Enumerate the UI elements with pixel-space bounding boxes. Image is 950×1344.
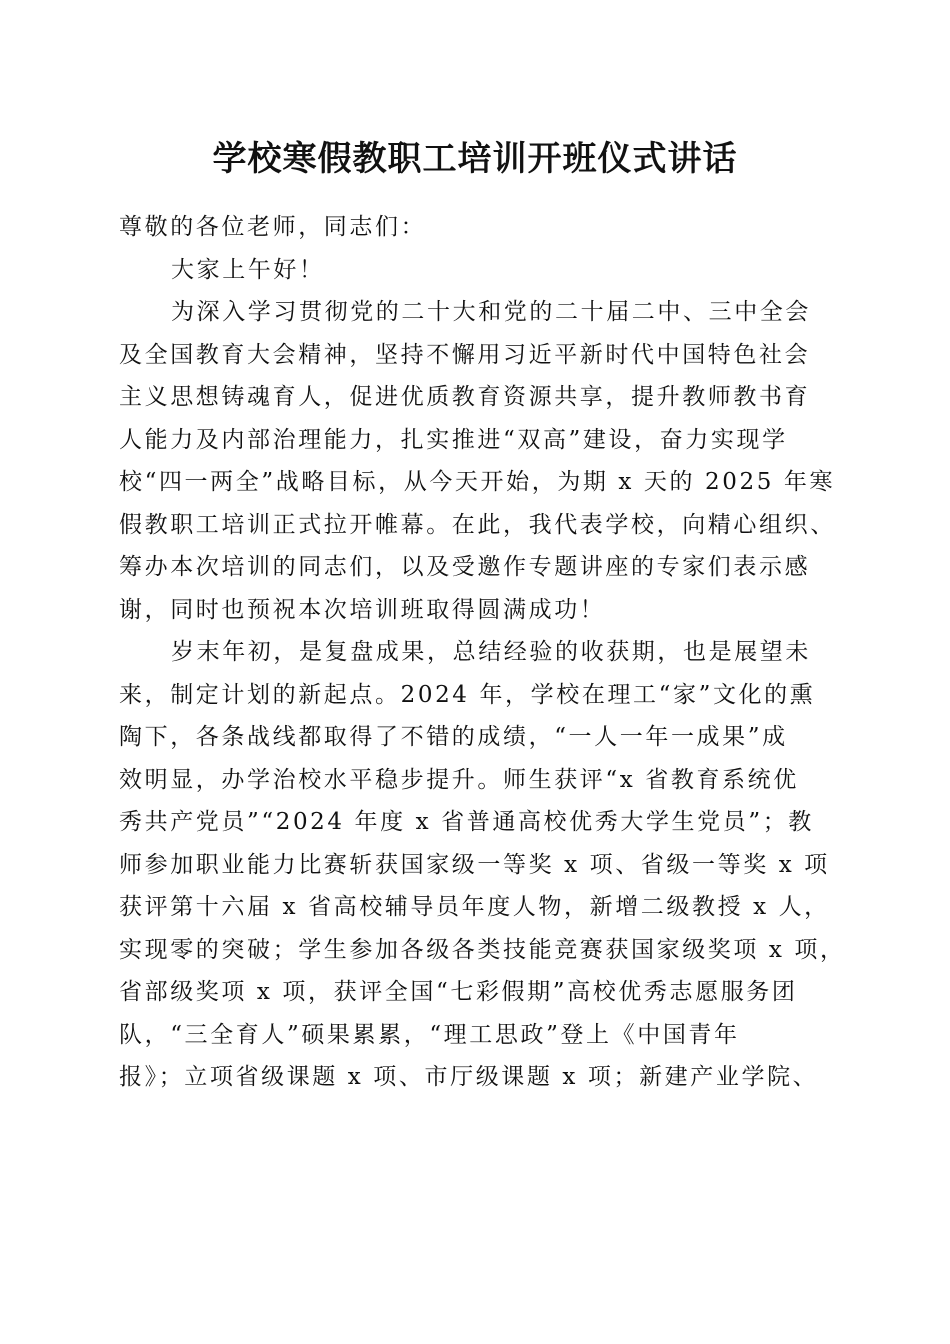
text-line: 报》；立项省级课题 x 项、市厅级课题 x 项；新建产业学院、 bbox=[119, 1064, 819, 1090]
text-line: 师参加职业能力比赛斩获国家级一等奖 x 项、省级一等奖 x 项 bbox=[119, 851, 830, 878]
paragraph-1 bbox=[119, 291, 836, 631]
text-line: 假教职工培训正式拉开帷幕。在此，我代表学校，向精心组织、 bbox=[119, 511, 836, 538]
greeting-line: 尊敬的各位老师，同志们： bbox=[119, 214, 427, 240]
text-line: 及全国教育大会精神，坚持不懈用习近平新时代中国特色社会 bbox=[119, 341, 811, 368]
text-line: 人能力及内部治理能力，扎实推进“双高”建设，奋力实现学 bbox=[119, 426, 788, 453]
salutation-line: 大家上午好！ bbox=[171, 256, 325, 283]
document-body bbox=[119, 206, 846, 1099]
text-line: 陶下，各条战线都取得了不错的成绩，“一人一年一成果”成 bbox=[119, 724, 788, 750]
text-line: 效明显，办学治校水平稳步提升。师生获评“x 省教育系统优 bbox=[119, 766, 799, 793]
text-line: 主义思想铸魂育人，促进优质教育资源共享，提升教师教书育 bbox=[119, 384, 811, 410]
paragraph-2 bbox=[119, 631, 846, 1099]
text-line: 为深入学习贯彻党的二十大和党的二十届二中、三中全会 bbox=[171, 299, 811, 325]
text-line: 谢，同时也预祝本次培训班取得圆满成功！ bbox=[119, 596, 606, 623]
text-line: 岁末年初，是复盘成果，总结经验的收获期，也是展望未 bbox=[171, 639, 811, 665]
text-line: 筹办本次培训的同志们，以及受邀作专题讲座的专家们表示感 bbox=[119, 554, 811, 580]
text-line: 秀共产党员”“2024 年度 x 省普通高校优秀大学生党员”；教 bbox=[119, 809, 814, 835]
text-line: 队，“三全育人”硕果累累，“理工思政”登上《中国青年 bbox=[119, 1021, 740, 1048]
text-line: 来，制定计划的新起点。2024 年，学校在理工“家”文化的熏 bbox=[119, 681, 816, 708]
text-line: 获评第十六届 x 省高校辅导员年度人物，新增二级教授 x 人， bbox=[119, 894, 830, 920]
text-line: 省部级奖项 x 项，获评全国“七彩假期”高校优秀志愿服务团 bbox=[119, 979, 798, 1005]
text-line: 实现零的突破；学生参加各级各类技能竞赛获国家级奖项 x 项， bbox=[119, 936, 846, 963]
text-line: 校“四一两全”战略目标，从今天开始，为期 x 天的 2025 年寒 bbox=[119, 469, 836, 495]
document-title: 学校寒假教职工培训开班仪式讲话 bbox=[212, 139, 738, 179]
